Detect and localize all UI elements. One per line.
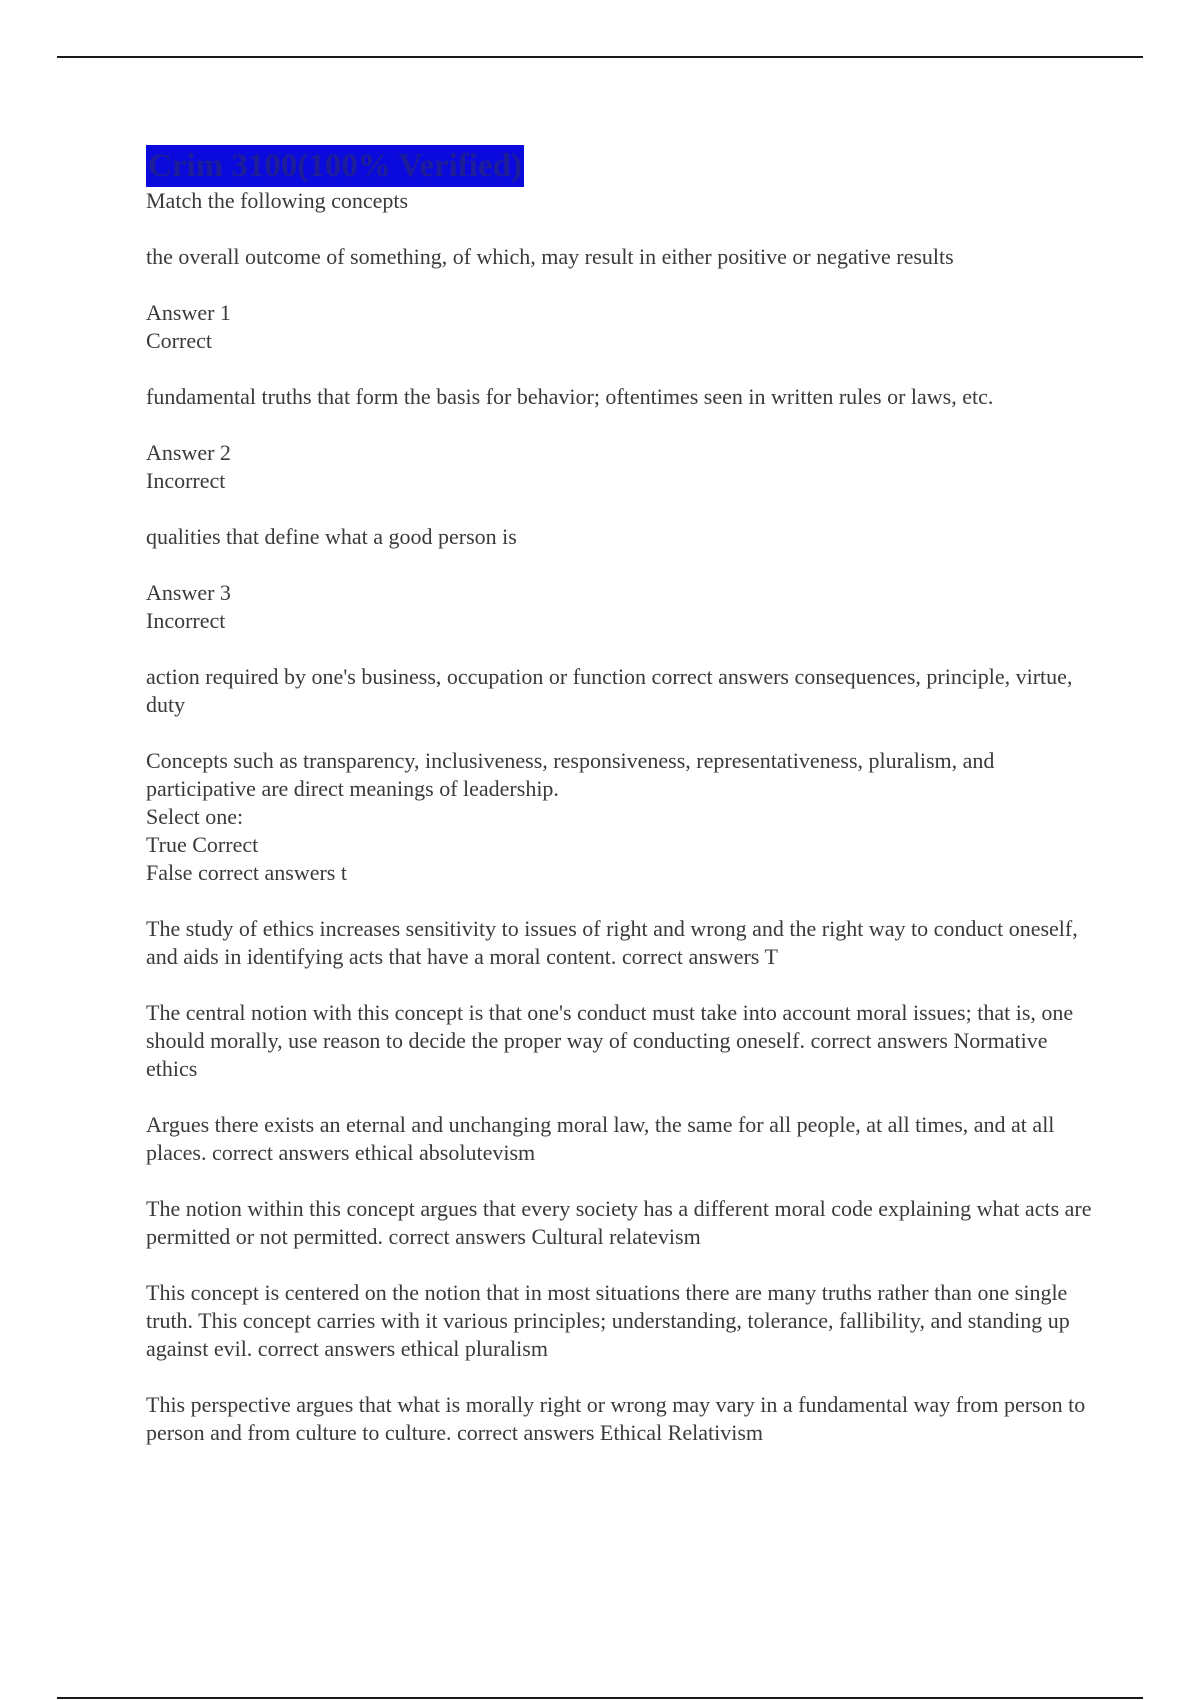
matching-prompt: fundamental truths that form the basis for behavior; oftentimes seen in written rules or laws, etc.	[146, 384, 994, 409]
qa-item: The central notion with this concept is that one's conduct must take into account moral issues; that is, one should morally, use reason to decide the proper way of conducting oneself. correct answers Normative ethics	[146, 1000, 1074, 1081]
option-true: True Correct	[146, 832, 259, 857]
question-text: Concepts such as transparency, inclusiveness, responsiveness, representativeness, pluralism, and participative are direct meanings of leadership.	[146, 748, 995, 801]
qa-item: Argues there exists an eternal and unchanging moral law, the same for all people, at all times, and at all places. correct answers ethical absolutevism	[146, 1112, 1055, 1165]
document-body	[146, 145, 1101, 1447]
footer-rule	[57, 1697, 1143, 1699]
answer-status: Correct	[146, 328, 212, 353]
answer-label: Answer 1	[146, 300, 231, 325]
answer-label: Answer 2	[146, 440, 231, 465]
answer-status: Incorrect	[146, 608, 226, 633]
qa-item: The study of ethics increases sensitivity to issues of right and wrong and the right way to conduct oneself, and aids in identifying acts that have a moral content. correct answers T	[146, 916, 1078, 969]
answer-label: Answer 3	[146, 580, 231, 605]
option-false: False correct answers t	[146, 860, 347, 885]
matching-prompt: qualities that define what a good person is	[146, 524, 517, 549]
intro-text: Match the following concepts	[146, 188, 409, 213]
matching-item-1	[146, 243, 1101, 355]
qa-item: This perspective argues that what is morally right or wrong may vary in a fundamental way from person to person and from culture to culture. correct answers Ethical Relativism	[146, 1392, 1086, 1445]
matching-final-answer: action required by one's business, occupation or function correct answers consequences, principle, virtue, duty	[146, 664, 1073, 717]
matching-prompt: the overall outcome of something, of which, may result in either positive or negative results	[146, 244, 954, 269]
matching-item-3	[146, 523, 1101, 635]
select-label: Select one:	[146, 804, 244, 829]
matching-item-2	[146, 383, 1101, 495]
qa-item: This concept is centered on the notion that in most situations there are many truths rather than one single truth. This concept carries with it various principles; understanding, tolerance, fallibility, and standing up against evil. correct answers ethical pluralism	[146, 1280, 1070, 1361]
qa-item: The notion within this concept argues that every society has a different moral code explaining what acts are permitted or not permitted. correct answers Cultural relatevism	[146, 1196, 1092, 1249]
answer-status: Incorrect	[146, 468, 226, 493]
header-rule	[57, 56, 1143, 58]
document-title: Crim 3100(100% Verified)	[146, 145, 524, 187]
true-false-question	[146, 747, 1101, 887]
